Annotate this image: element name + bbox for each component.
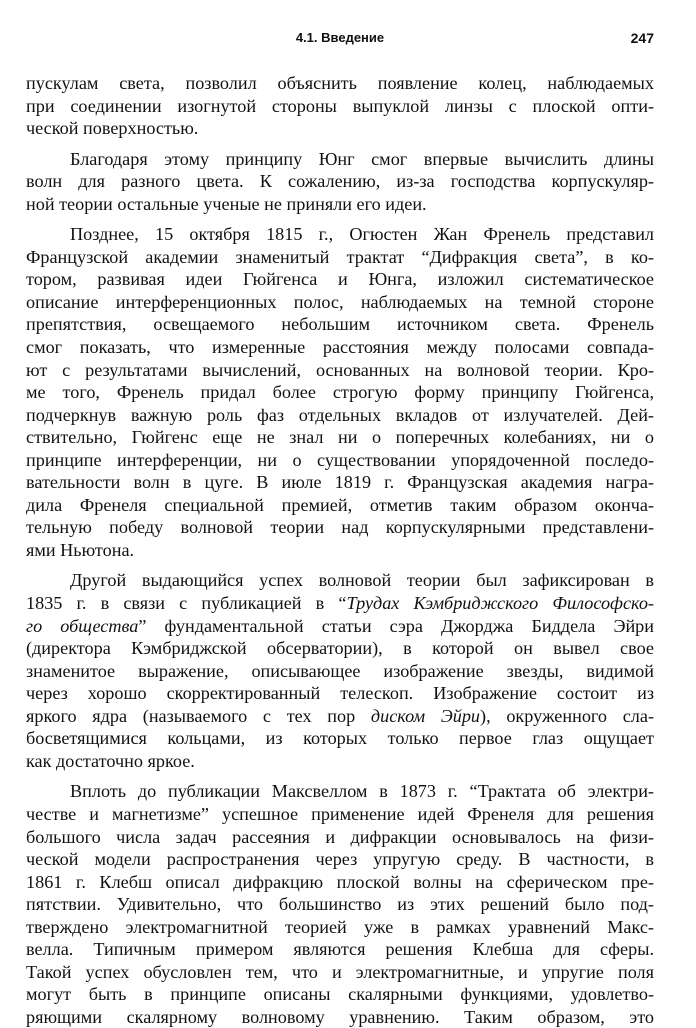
text-segment: яркого ядра (называемого с тех пор bbox=[26, 705, 371, 726]
text-line: ями Ньютона. bbox=[26, 539, 135, 560]
text-segment: ), окруженного сла- bbox=[480, 705, 654, 726]
paragraph bbox=[26, 72, 654, 140]
text-line: через хорошо скорректированный телескоп. Изображение состоит из bbox=[26, 683, 654, 704]
text-line: велла. Типичным примером являются решения Клебша для сферы. bbox=[26, 939, 654, 960]
text-line: принципе интерференции, ни о существовании упорядоченной последо- bbox=[26, 449, 654, 470]
text-line: ной теории остальные ученые не приняли его идеи. bbox=[26, 193, 427, 214]
text-line: могут быть в принципе описаны скалярными функциями, удовлетво- bbox=[26, 984, 654, 1005]
text-line: ряющими скалярному волновому уравнению. Таким образом, это bbox=[26, 1006, 654, 1027]
paragraph bbox=[26, 223, 654, 561]
text-line: при соединении изогнутой стороны выпуклой линзы с плоской опти- bbox=[26, 95, 654, 116]
text-line: Французской академии знаменитый трактат “Дифракция света”, в ко- bbox=[26, 246, 654, 267]
text-line: вательности волн в цуге. В июле 1819 г. Французская академия награ- bbox=[26, 472, 654, 493]
text-line: тверждено электромагнитной теорией уже в рамках уравнений Макс- bbox=[26, 916, 654, 937]
body-text bbox=[26, 72, 654, 1028]
text-line: ческой модели распространения через упругую среду. В частности, в bbox=[26, 849, 654, 870]
page-number: 247 bbox=[630, 30, 654, 46]
text-line bbox=[26, 705, 654, 728]
text-line: ствительно, Гюйгенс еще не знал ни о поперечных колебаниях, ни о bbox=[26, 427, 654, 448]
text-line: волн для разного цвета. К сожалению, из-за господства корпускуляр- bbox=[26, 171, 654, 192]
text-line: ме того, Френель придал более строгую форму принципу Гюйгенса, bbox=[26, 382, 654, 403]
text-line: подчеркнув важную роль фаз отдельных вкладов от излучателей. Дей- bbox=[26, 404, 654, 425]
running-title: 4.1. Введение bbox=[295, 30, 385, 45]
paragraph bbox=[26, 780, 654, 1028]
text-line: ют с результатами вычислений, основанных на волновой теории. Кро- bbox=[26, 359, 654, 380]
text-line: Позднее, 15 октября 1815 г., Огюстен Жан Френель представил bbox=[70, 224, 654, 245]
page-header bbox=[26, 30, 654, 54]
text-line: ческой поверхностью. bbox=[26, 118, 199, 139]
paragraph bbox=[26, 569, 654, 772]
text-segment: ” фундаментальной статьи сэра Джорджа Биддела Эйри bbox=[138, 615, 654, 636]
text-line: Другой выдающийся успех волновой теории был зафиксирован в bbox=[70, 570, 654, 591]
text-line: 1861 г. Клебш описал дифракцию плоской волны на сферическом пре- bbox=[26, 871, 654, 892]
text-line: знаменитое выражение, описывающее изображение звезды, видимой bbox=[26, 660, 654, 681]
text-line: тельную победу волновой теории над корпускулярными представлени- bbox=[26, 517, 654, 538]
text-line: большого числа задач рассеяния и дифракции основывалось на физи- bbox=[26, 826, 654, 847]
text-line: дила Френеля специальной премией, отметив таким образом оконча- bbox=[26, 494, 654, 515]
text-line bbox=[26, 615, 654, 638]
text-line: честве и магнетизме” успешное применение идей Френеля для решения bbox=[26, 803, 654, 824]
text-line: описание интерференционных полос, наблюдаемых на темной стороне bbox=[26, 291, 654, 312]
journal-title-italic: го общества bbox=[26, 615, 139, 636]
text-line: пускулам света, позволил объяснить появление колец, наблюдаемых bbox=[26, 73, 654, 93]
text-line: Вплоть до публикации Максвеллом в 1873 г. “Трактата об электри- bbox=[70, 781, 654, 802]
text-line: босветящимися кольцами, из которых только первое глаз ощущает bbox=[26, 728, 654, 749]
text-line: тором, развивая идеи Гюйгенса и Юнга, изложил систематическое bbox=[26, 269, 654, 290]
paragraph bbox=[26, 148, 654, 216]
text-line: Такой успех обусловлен тем, что и электромагнитные, и упругие поля bbox=[26, 961, 654, 982]
book-page bbox=[26, 30, 654, 1028]
text-segment: 1835 г. в связи с публикацией в “ bbox=[26, 593, 347, 614]
airy-disk-italic: диском Эйри bbox=[370, 705, 481, 726]
text-line: (директора Кэмбриджской обсерватории), в которой он вывел свое bbox=[26, 638, 654, 659]
journal-title-italic: Трудах Кэмбриджского Философско- bbox=[346, 593, 654, 614]
text-line bbox=[26, 592, 654, 615]
text-line: смог показать, что измеренные расстояния между полосами совпада- bbox=[26, 337, 654, 358]
text-line: препятствия, освещаемого небольшим источником света. Френель bbox=[26, 314, 654, 335]
text-line: пятствии. Удивительно, что большинство из этих решений было под- bbox=[26, 894, 654, 915]
text-line: Благодаря этому принципу Юнг смог впервые вычислить длины bbox=[70, 148, 654, 169]
text-line: как достаточно яркое. bbox=[26, 750, 195, 771]
